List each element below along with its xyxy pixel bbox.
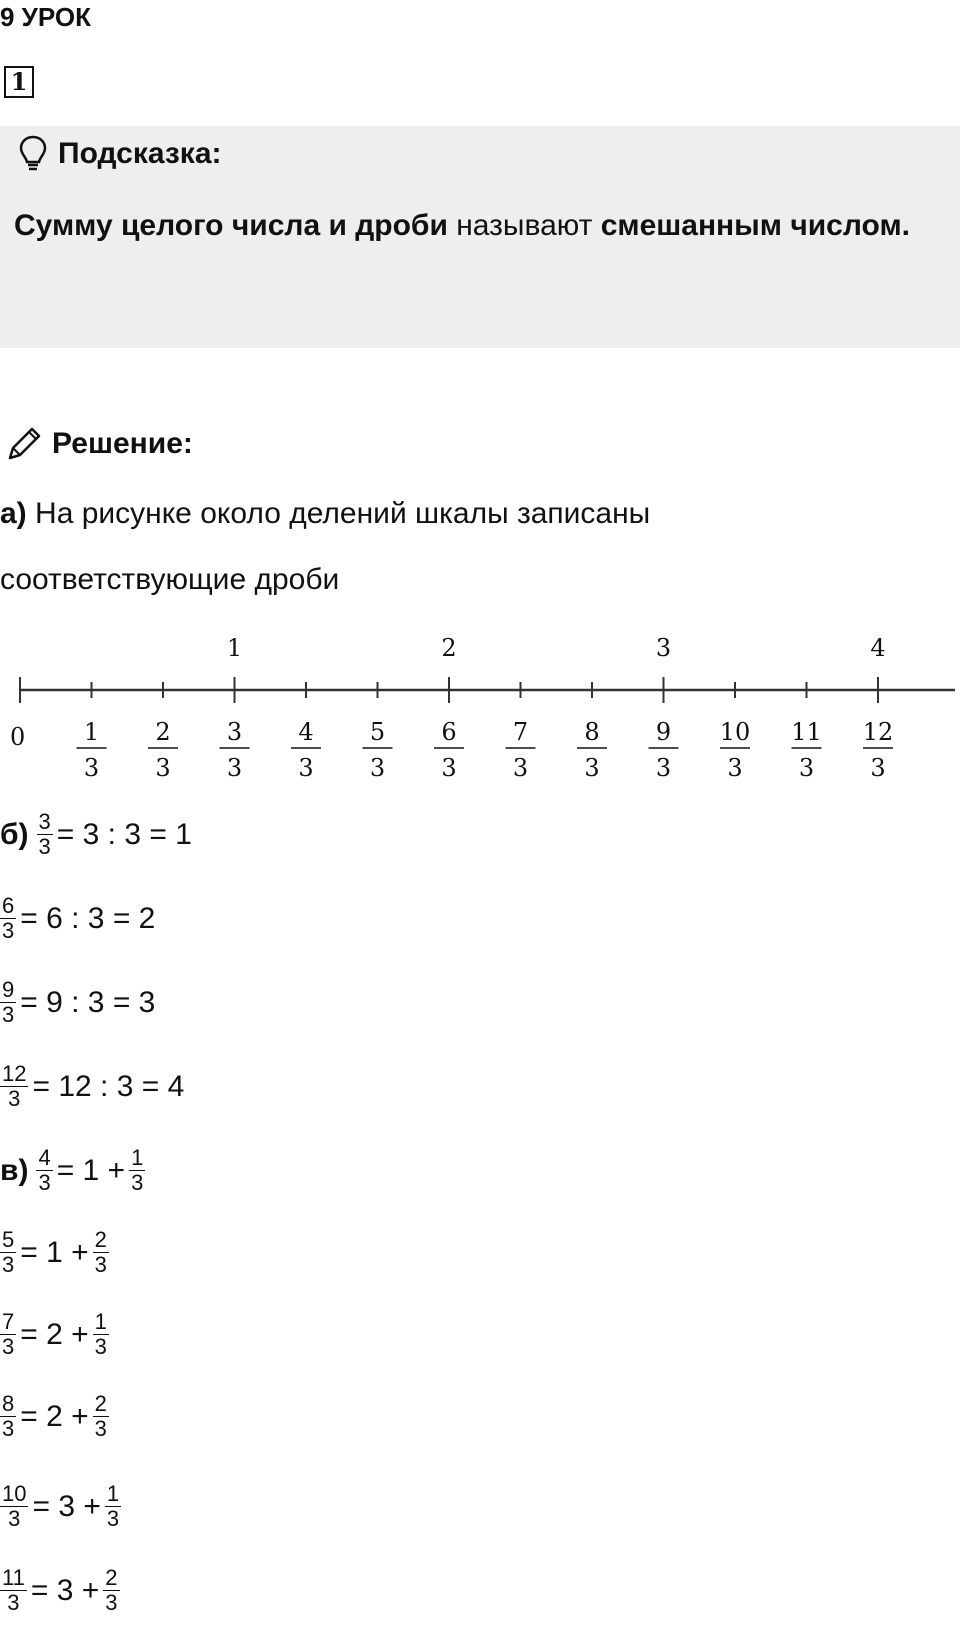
nl-fraction-den: 3 xyxy=(226,754,243,782)
fraction xyxy=(0,1566,27,1615)
nl-fraction-num: 9 xyxy=(655,718,672,746)
hint-text xyxy=(14,198,914,254)
part-v-row xyxy=(0,1228,109,1277)
fraction xyxy=(37,810,53,859)
frac-den: 3 xyxy=(2,1002,15,1027)
frac-num: 4 xyxy=(38,1145,51,1170)
fraction xyxy=(93,1392,109,1441)
frac-num: 12 xyxy=(2,1061,27,1086)
frac-den: 3 xyxy=(94,1252,107,1277)
nl-fraction-den: 3 xyxy=(798,754,815,782)
nl-fraction-num: 2 xyxy=(155,718,171,746)
nl-integer-label: 4 xyxy=(870,634,886,662)
frac-num: 10 xyxy=(2,1481,27,1506)
frac-den: 3 xyxy=(94,1416,107,1441)
frac-num: 6 xyxy=(2,893,15,918)
part-a-line1 xyxy=(0,494,650,534)
frac-num: 3 xyxy=(38,809,51,834)
lesson-title: 9 УРОК xyxy=(0,2,91,32)
fraction xyxy=(105,1482,121,1531)
frac-num: 2 xyxy=(94,1227,107,1252)
nl-fraction-den: 3 xyxy=(369,754,386,782)
fraction xyxy=(103,1566,119,1615)
part-v-row xyxy=(0,1566,120,1615)
nl-fraction-den: 3 xyxy=(441,754,457,782)
eq-rest: = 9 : 3 = 3 xyxy=(20,985,156,1019)
frac-den: 3 xyxy=(8,1506,21,1531)
hint-normal: называют xyxy=(447,209,601,242)
nl-zero: 0 xyxy=(10,723,26,751)
nl-integer-label: 1 xyxy=(226,634,243,662)
frac-num: 8 xyxy=(2,1391,15,1416)
part-b-row xyxy=(0,978,155,1027)
nl-fraction-num: 10 xyxy=(719,718,751,746)
nl-fraction-num: 12 xyxy=(862,718,894,746)
frac-den: 3 xyxy=(106,1506,120,1531)
nl-fraction-num: 5 xyxy=(369,718,386,746)
fraction xyxy=(0,894,16,943)
fraction xyxy=(0,978,16,1027)
hint-header xyxy=(18,134,222,174)
frac-den: 3 xyxy=(38,1170,51,1195)
eq-rest: = 3 : 3 = 1 xyxy=(56,817,192,851)
eq-mid: = 1 + xyxy=(56,1153,126,1187)
eq-mid: = 3 + xyxy=(32,1489,101,1523)
frac-den: 3 xyxy=(2,1416,15,1441)
frac-den: 3 xyxy=(2,1334,15,1359)
fraction xyxy=(0,1482,28,1531)
frac-den: 3 xyxy=(8,1086,21,1111)
part-a-text: На рисунке около делений шкалы записаны xyxy=(26,497,651,530)
lightbulb-icon xyxy=(18,134,48,174)
eq-mid: = 2 + xyxy=(20,1317,89,1351)
fraction xyxy=(0,1228,16,1277)
frac-num: 2 xyxy=(94,1391,107,1416)
nl-fraction-num: 3 xyxy=(226,718,243,746)
frac-den: 3 xyxy=(7,1590,20,1615)
nl-fraction-num: 11 xyxy=(791,718,822,746)
solution-header xyxy=(4,424,193,464)
eq-rest: = 6 : 3 = 2 xyxy=(20,901,156,935)
nl-integer-label: 2 xyxy=(441,634,457,662)
fraction xyxy=(93,1228,109,1277)
fraction xyxy=(129,1146,145,1195)
number-line xyxy=(0,620,960,790)
frac-num: 9 xyxy=(2,977,15,1002)
fraction xyxy=(36,1146,52,1195)
eq-mid: = 1 + xyxy=(20,1235,89,1269)
frac-num: 7 xyxy=(2,1309,15,1334)
frac-den: 3 xyxy=(2,918,15,943)
part-a-label: а) xyxy=(0,497,27,530)
part-v-label: в) xyxy=(0,1153,29,1187)
nl-fraction-num: 7 xyxy=(512,718,529,746)
nl-fraction-num: 8 xyxy=(584,718,600,746)
hint-bold-2: смешанным числом. xyxy=(600,209,910,242)
part-v-row xyxy=(0,1392,109,1441)
part-b-label: б) xyxy=(0,817,29,851)
fraction xyxy=(0,1062,28,1111)
nl-fraction-den: 3 xyxy=(83,754,100,782)
nl-fraction-num: 1 xyxy=(83,718,100,746)
frac-num: 1 xyxy=(94,1309,107,1334)
frac-den: 3 xyxy=(105,1590,118,1615)
frac-den: 3 xyxy=(2,1252,15,1277)
task-number: 1 xyxy=(4,66,34,98)
frac-num: 11 xyxy=(2,1565,25,1590)
part-a-line2: соответствующие дроби xyxy=(0,563,340,596)
solution-title: Решение: xyxy=(52,427,193,460)
frac-num: 1 xyxy=(106,1481,120,1506)
frac-den: 3 xyxy=(131,1170,144,1195)
nl-fraction-num: 6 xyxy=(441,718,457,746)
nl-fraction-num: 4 xyxy=(298,718,314,746)
fraction xyxy=(0,1392,16,1441)
nl-fraction-den: 3 xyxy=(512,754,529,782)
nl-fraction-den: 3 xyxy=(870,754,886,782)
part-v-row xyxy=(0,1146,145,1195)
pencil-icon xyxy=(4,424,44,464)
nl-integer-label: 3 xyxy=(655,634,672,662)
nl-fraction-den: 3 xyxy=(155,754,171,782)
fraction xyxy=(93,1310,109,1359)
frac-den: 3 xyxy=(38,834,51,859)
frac-num: 1 xyxy=(131,1145,144,1170)
frac-num: 5 xyxy=(2,1227,15,1252)
part-b-row xyxy=(0,894,155,943)
hint-bold-1: Сумму целого числа и дроби xyxy=(14,209,448,242)
eq-mid: = 2 + xyxy=(20,1399,89,1433)
frac-den: 3 xyxy=(94,1334,107,1359)
fraction xyxy=(0,1310,16,1359)
frac-num: 2 xyxy=(105,1565,118,1590)
part-v-row xyxy=(0,1482,121,1531)
part-b-row xyxy=(0,810,192,859)
eq-mid: = 3 + xyxy=(30,1573,100,1607)
eq-rest: = 12 : 3 = 4 xyxy=(32,1069,185,1103)
nl-fraction-den: 3 xyxy=(655,754,672,782)
nl-fraction-den: 3 xyxy=(298,754,314,782)
part-b-row xyxy=(0,1062,184,1111)
hint-title: Подсказка: xyxy=(58,137,222,170)
nl-fraction-den: 3 xyxy=(584,754,600,782)
part-v-row xyxy=(0,1310,109,1359)
nl-fraction-den: 3 xyxy=(727,754,743,782)
